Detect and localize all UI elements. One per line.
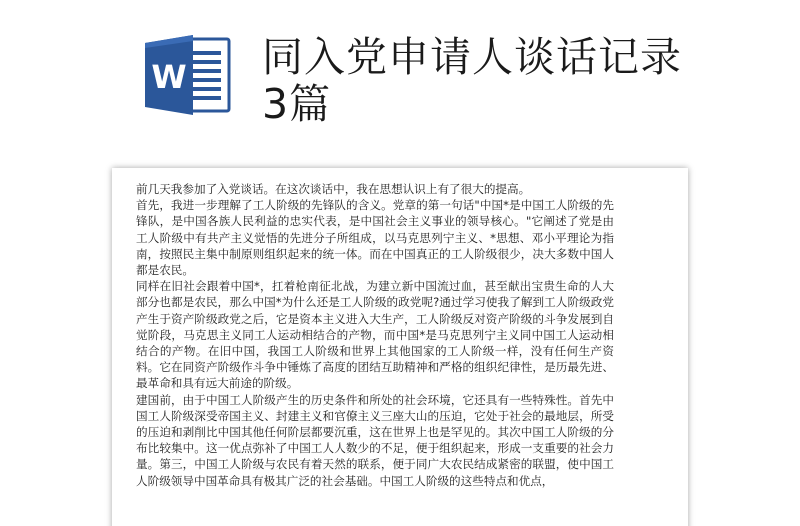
word-icon-letter: W [151, 58, 187, 96]
header [0, 0, 800, 150]
page-title: 同入党申请人谈话记录 3篇 [262, 33, 682, 128]
paragraph: 前几天我参加了入党谈话。在这次谈话中，我在思想认识上有了很大的提高。 [136, 182, 531, 196]
document-sheet [112, 168, 688, 526]
paragraph: 建国前，由于中国工人阶级产生的历史条件和所处的社会环境，它还具有一些特殊性。首先中国工人阶级深受帝国主义、封建主义和官僚主义三座大山的压迫，它处于社会的最地层，所受的压迫和剥削比中国其他任何阶层都要沉重，这在世界上也是罕见的。其次中国工人阶级的分布比较集中。这一优点弥补了中国工人人数少的不足，便于组织起来，形成一支重要的社会力量。第三，中国工人阶级与农民有着天然的联系，便于同广大农民结成紧密的联盟，使中国工人阶级领导中国革命具有极其广泛的社会基础。中国工人阶级的这些特点和优点， [136, 392, 614, 488]
paragraph: 首先，我进一步理解了工人阶级的先锋队的含义。党章的第一句话"中国*是中国工人阶级的先锋队，是中国各族人民利益的忠实代表，是中国社会主义事业的领导核心。"它阐述了党是由工人阶级中有共产主义觉悟的先进分子所组成，以马克思列宁主义、*思想、邓小平理论为指南，按照民主集中制原则组织起来的统一体。而在中国真正的工人阶级很少，决大多数中国人都是农民。 [136, 198, 614, 278]
word-document-icon [143, 33, 233, 117]
document-body [136, 181, 614, 489]
paragraph: 同样在旧社会跟着中国*，扛着枪南征北战，为建立新中国流过血，甚至献出宝贵生命的人大部分也都是农民，那么中国*为什么还是工人阶级的政党呢?通过学习使我了解到工人阶级政党产生于资产阶级政党之后，它是资本主义进入大生产，工人阶级反对资产阶级的斗争发展到自觉阶段，马克思主义同工人运动相结合的产物，而中国*是马克思列宁主义同中国工人运动相结合的产物。在旧中国，我国工人阶级和世界上其他国家的工人阶级一样，没有任何生产资料。它在同资产阶级作斗争中锤炼了高度的团结互助精神和严格的组织纪律性，是历最先进、最革命和具有远大前途的阶级。 [136, 279, 614, 391]
